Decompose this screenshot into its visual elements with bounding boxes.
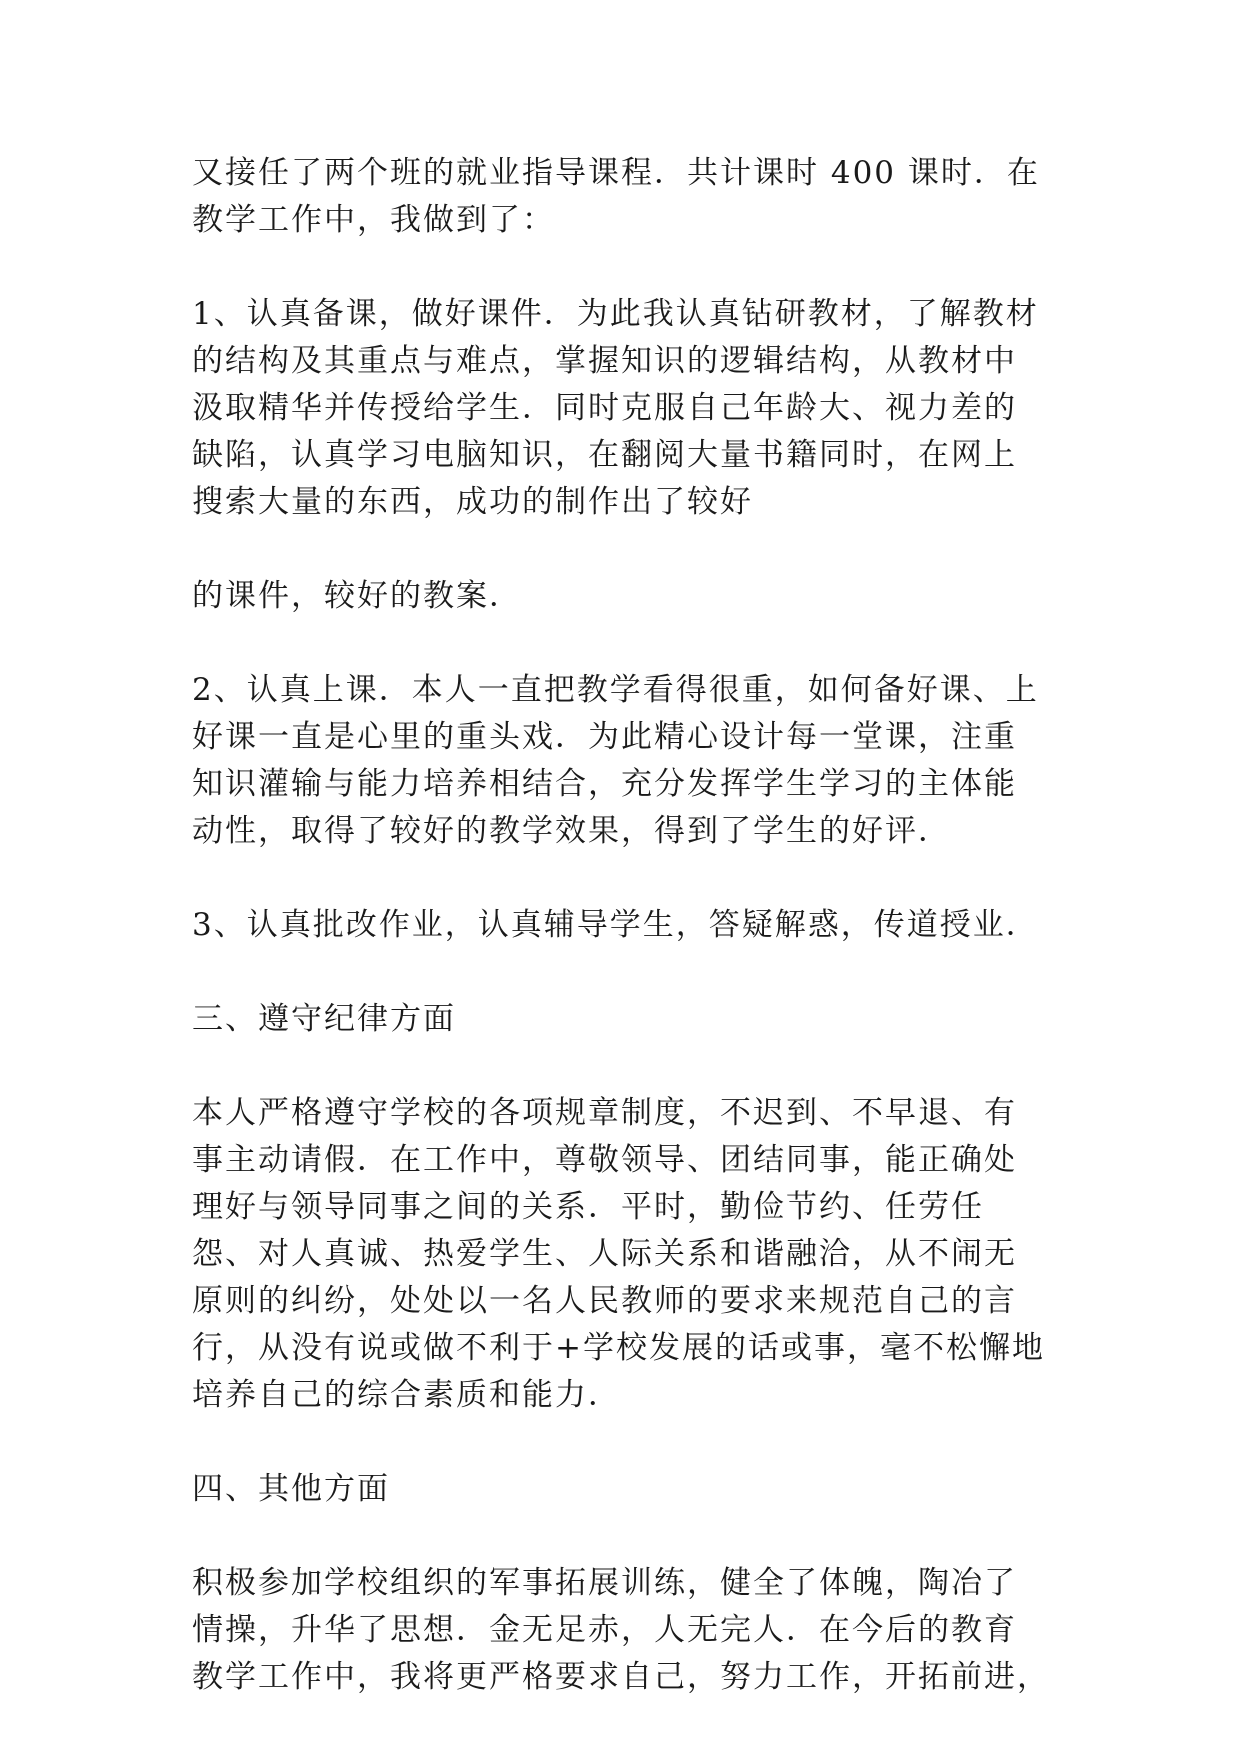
text-line: 怨、对人真诚、热爱学生、人际关系和谐融洽，从不闹无 <box>192 1236 1017 1272</box>
paragraph-discipline <box>192 1090 1052 1419</box>
text-line: 的结构及其重点与难点，掌握知识的逻辑结构，从教材中 <box>192 343 1017 379</box>
text-line: 情操，升华了思想．金无足赤，人无完人．在今后的教育 <box>192 1612 1017 1648</box>
text-line: 搜索大量的东西，成功的制作出了较好 <box>192 484 753 520</box>
paragraph-spacer <box>192 526 1052 573</box>
paragraph-spacer <box>192 620 1052 667</box>
paragraph-spacer <box>192 855 1052 902</box>
paragraph-other <box>192 1560 1052 1701</box>
text-line: 积极参加学校组织的军事拓展训练，健全了体魄，陶冶了 <box>192 1565 1017 1601</box>
text-line: 1、认真备课，做好课件．为此我认真钻研教材，了解教材 <box>192 296 1039 332</box>
paragraph-spacer <box>192 949 1052 996</box>
section-heading-other <box>192 1466 1052 1513</box>
text-line: 动性，取得了较好的教学效果，得到了学生的好评． <box>192 813 951 849</box>
text-line: 汲取精华并传授给学生．同时克服自己年龄大、视力差的 <box>192 390 1017 426</box>
paragraph-item-2 <box>192 667 1052 855</box>
paragraph-spacer <box>192 1513 1052 1560</box>
paragraph-item-3 <box>192 902 1052 949</box>
text-line: 教学工作中，我做到了： <box>192 202 555 238</box>
text-line: 好课一直是心里的重头戏．为此精心设计每一堂课，注重 <box>192 719 1017 755</box>
paragraph-spacer <box>192 1043 1052 1090</box>
text-line: 知识灌输与能力培养相结合，充分发挥学生学习的主体能 <box>192 766 1017 802</box>
document-body <box>192 150 1052 1701</box>
text-line: 本人严格遵守学校的各项规章制度，不迟到、不早退、有 <box>192 1095 1017 1131</box>
paragraph-intro <box>192 150 1052 244</box>
text-line: 理好与领导同事之间的关系．平时，勤俭节约、任劳任 <box>192 1189 984 1225</box>
text-line: 缺陷，认真学习电脑知识，在翻阅大量书籍同时，在网上 <box>192 437 1017 473</box>
text-line: 原则的纠纷，处处以一名人民教师的要求来规范自己的言 <box>192 1283 1017 1319</box>
text-line: 事主动请假．在工作中，尊敬领导、团结同事，能正确处 <box>192 1142 1017 1178</box>
paragraph-item-1 <box>192 291 1052 526</box>
text-line: 又接任了两个班的就业指导课程．共计课时 400 课时．在 <box>192 155 1040 191</box>
text-line: 的课件，较好的教案． <box>192 578 522 614</box>
section-heading: 四、其他方面 <box>192 1471 390 1507</box>
text-line: 教学工作中，我将更严格要求自己，努力工作，开拓前进， <box>192 1659 1050 1695</box>
paragraph-item-1-continued <box>192 573 1052 620</box>
section-heading: 三、遵守纪律方面 <box>192 1001 456 1037</box>
paragraph-spacer <box>192 1419 1052 1466</box>
paragraph-spacer <box>192 244 1052 291</box>
text-line: 行，从没有说或做不利于+学校发展的话或事，毫不松懈地 <box>192 1330 1045 1366</box>
text-line: 培养自己的综合素质和能力． <box>192 1377 621 1413</box>
text-line: 3、认真批改作业，认真辅导学生，答疑解惑，传道授业． <box>192 907 1039 943</box>
text-line: 2、认真上课．本人一直把教学看得很重，如何备好课、上 <box>192 672 1039 708</box>
section-heading-discipline <box>192 996 1052 1043</box>
